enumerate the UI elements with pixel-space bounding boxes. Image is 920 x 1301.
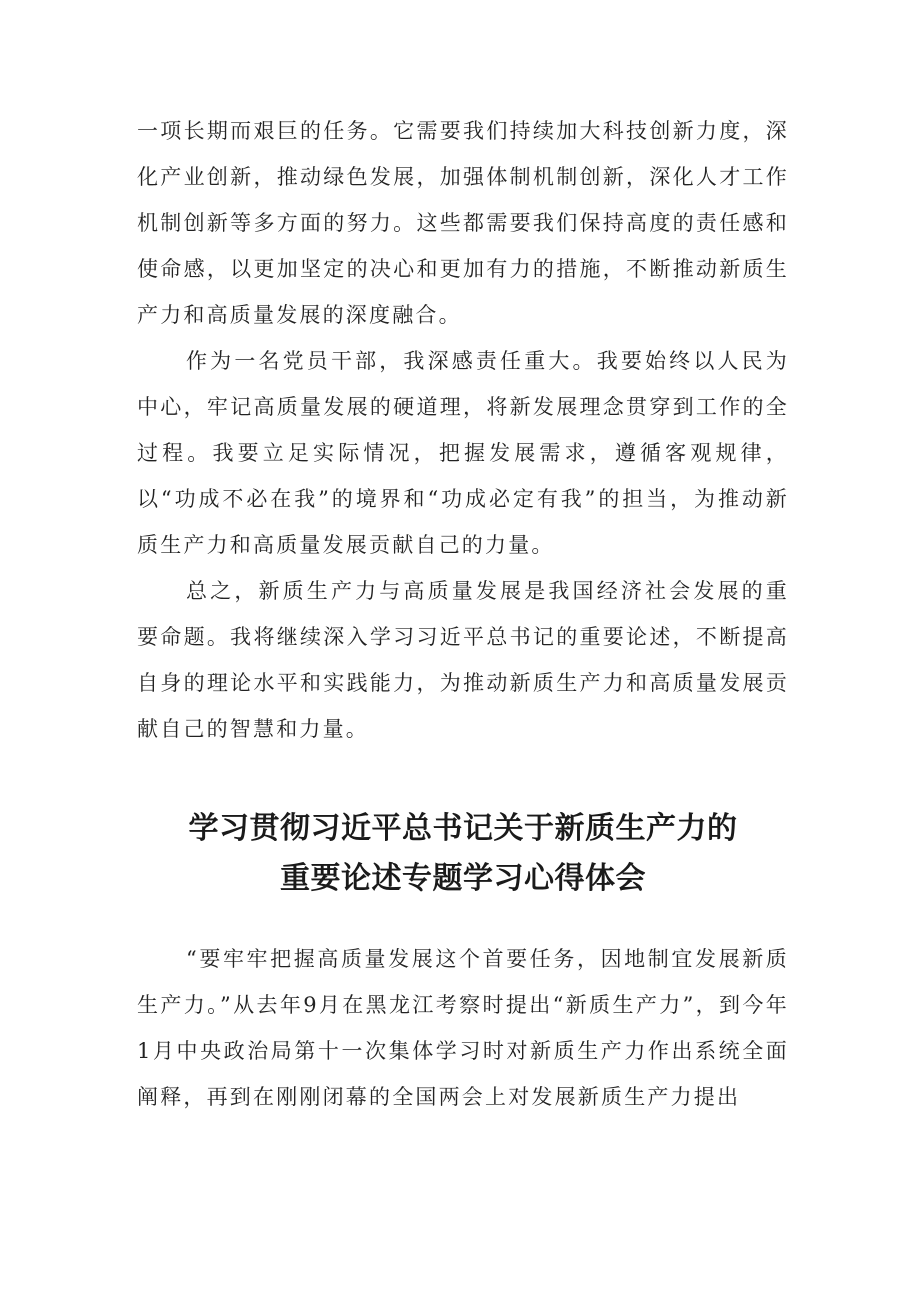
paragraph-continued: 一项长期而艰巨的任务。它需要我们持续加大科技创新力度，深化产业创新，推动绿色发展，加强体制机制创新，深化人才工作机制创新等多方面的努力。这些都需要我们保持高度的责任感和使命感，以更加坚定的决心和更加有力的措施，不断推动新质生产力和高质量发展的深度融合。 — [137, 119, 789, 327]
article-title-line-1: 学习贯彻习近平总书记关于新质生产力的 — [188, 811, 738, 846]
paragraph-summary: 总之，新质生产力与高质量发展是我国经济社会发展的重要命题。我将继续深入学习习近平总书记的重要论述，不断提高自身的理论水平和实践能力，为推动新质生产力和高质量发展贡献自己的智慧和力量。 — [137, 579, 789, 741]
document-body — [137, 108, 789, 1120]
article-title-line-2: 重要论述专题学习心得体会 — [280, 861, 646, 896]
article-title — [137, 804, 789, 904]
paragraph-party-member: 作为一名党员干部，我深感责任重大。我要始终以人民为中心，牢记高质量发展的硬道理，将新发展理念贯穿到工作的全过程。我要立足实际情况，把握发展需求，遵循客观规律，以“功成不必在我”的境界和“功成必定有我”的担当，为推动新质生产力和高质量发展贡献自己的力量。 — [137, 349, 789, 557]
paragraph-opening: “要牢牢把握高质量发展这个首要任务，因地制宜发展新质生产力。”从去年9月在黑龙江考察时提出“新质生产力”，到今年1月中央政治局第十一次集体学习时对新质生产力作出系统全面阐释，再到在刚刚闭幕的全国两会上对发展新质生产力提出 — [137, 947, 789, 1109]
